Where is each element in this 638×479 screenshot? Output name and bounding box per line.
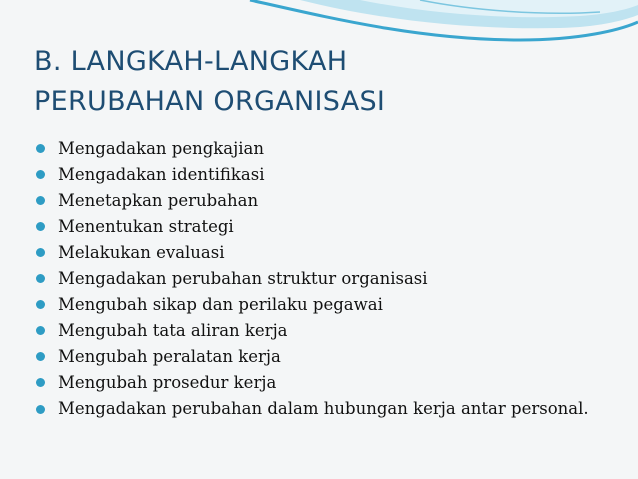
bullet-dot-icon (36, 274, 45, 283)
bullet-text: Melakukan evaluasi (58, 243, 225, 262)
bullet-text: Menentukan strategi (58, 217, 234, 236)
bullet-item (34, 188, 614, 214)
bullet-item (34, 344, 614, 370)
bullet-text: Mengubah peralatan kerja (58, 347, 281, 366)
bullet-text: Mengubah prosedur kerja (58, 373, 277, 392)
bullet-item (34, 266, 614, 292)
bullet-item (34, 136, 614, 162)
bullet-dot-icon (36, 144, 45, 153)
bullet-dot-icon (36, 196, 45, 205)
bullet-item (34, 214, 614, 240)
bullet-text: Mengubah sikap dan perilaku pegawai (58, 295, 383, 314)
bullet-dot-icon (36, 222, 45, 231)
bullet-text: Mengadakan identifikasi (58, 165, 265, 184)
bullet-dot-icon (36, 300, 45, 309)
bullet-list (34, 136, 614, 419)
bullet-dot-icon (36, 170, 45, 179)
bullet-text: Mengadakan pengkajian (58, 139, 265, 158)
bullet-dot-icon (36, 352, 45, 361)
bullet-text: Mengadakan perubahan struktur organisasi (58, 269, 428, 288)
bullet-text: Menetapkan perubahan (58, 191, 259, 210)
bullet-item (34, 240, 614, 266)
bullet-dot-icon (36, 326, 45, 335)
slide-title-line-2: PERUBAHAN ORGANISASI (34, 86, 386, 117)
bullet-dot-icon (36, 378, 45, 387)
bullet-text: Mengadakan perubahan dalam hubungan kerja antar personal. (58, 399, 589, 418)
bullet-dot-icon (36, 405, 45, 414)
bullet-dot-icon (36, 248, 45, 257)
bullet-item (34, 396, 614, 419)
bullet-item (34, 292, 614, 318)
bullet-item (34, 162, 614, 188)
bullet-text: Mengubah tata aliran kerja (58, 321, 288, 340)
bullet-item (34, 318, 614, 344)
slide-title (34, 42, 614, 122)
bullet-item (34, 370, 614, 396)
slide-title-line-1: B. LANGKAH-LANGKAH (34, 46, 348, 77)
